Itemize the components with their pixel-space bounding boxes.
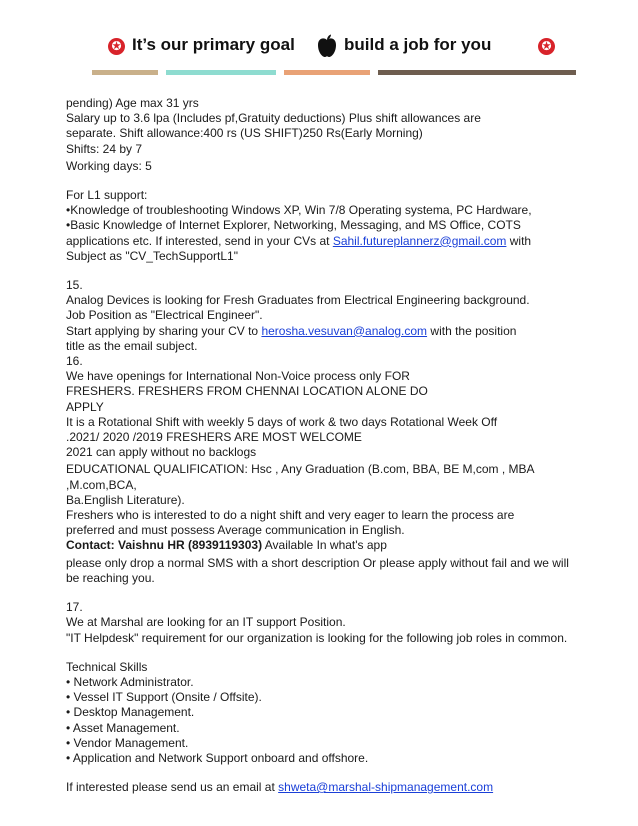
text-line: .2021/ 2020 /2019 FRESHERS ARE MOST WELCOME [66, 430, 362, 445]
text-line: pending) Age max 31 yrs [66, 96, 199, 110]
star-icon: ✪ [538, 38, 555, 55]
header-title-part1: It’s our primary goal [132, 35, 295, 54]
skill-item: • Vendor Management. [66, 735, 189, 750]
text-line: It is a Rotational Shift with weekly 5 days of work & two days Rotational Week Off [66, 414, 498, 429]
skill-item: • Vessel IT Support (Onsite / Offsite). [66, 690, 262, 705]
text-line: Subject as "CV_TechSupportL1" [66, 248, 238, 263]
email-link[interactable]: herosha.vesuvan@analog.com [261, 323, 428, 338]
text-line: 2021 can apply without no backlogs [66, 445, 257, 460]
text-line: please only drop a normal SMS with a short description Or please apply without fail and we will [66, 555, 569, 570]
text-line: ,M.com,BCA, [66, 477, 137, 492]
skills-title: Technical Skills [66, 659, 148, 674]
text-line: APPLY [66, 399, 104, 414]
text-line: be reaching you. [66, 570, 155, 585]
email-link[interactable]: shweta@marshal-shipmanagement.com [278, 780, 494, 795]
contact-label: Contact: Vaishnu HR (8939119303) [66, 538, 263, 553]
text-line: title as the email subject. [66, 338, 198, 353]
text-line: Shifts: 24 by 7 [66, 141, 143, 156]
text-line: Freshers who is interested to do a night shift and very eager to learn the process are [66, 508, 515, 523]
text-line [66, 538, 606, 553]
skill-item: • Desktop Management. [66, 705, 195, 720]
text-line [66, 234, 606, 249]
skill-item: • Network Administrator. [66, 674, 194, 689]
text-line: separate. Shift allowance:400 rs (US SHIFT)250 Rs(Early Morning) [66, 126, 423, 141]
star-icon: ✪ [108, 38, 125, 55]
text-line: Job Position as "Electrical Engineer". [66, 308, 263, 323]
text-line: •Basic Knowledge of Internet Explorer, Networking, Messaging, and MS Office, COTS [66, 218, 521, 233]
item-number: 17. [66, 600, 83, 615]
skill-item: • Application and Network Support onboard and offshore. [66, 750, 369, 765]
apple-icon [316, 34, 338, 58]
text-fragment: with [506, 233, 532, 248]
email-link[interactable]: Sahil.futureplannerz@gmail.com [332, 233, 507, 248]
text-line: We at Marshal are looking for an IT support Position. [66, 615, 346, 630]
text-line: Working days: 5 [66, 158, 152, 173]
text-fragment: Available In what's app [262, 538, 387, 553]
text-line: Salary up to 3.6 lpa (Includes pf,Gratuity deductions) Plus shift allowances are [66, 111, 481, 126]
text-fragment: with the position [427, 323, 517, 338]
text-fragment: Start applying by sharing your CV to [66, 323, 262, 338]
header-title-part2: build a job for you [344, 35, 492, 54]
text-line: preferred and must possess Average communication in English. [66, 523, 405, 538]
text-fragment: If interested please send us an email at [66, 780, 279, 795]
text-line: •Knowledge of troubleshooting Windows XP, Win 7/8 Operating systema, PC Hardware, [66, 203, 532, 218]
text-line: Analog Devices is looking for Fresh Graduates from Electrical Engineering background. [66, 293, 530, 308]
skill-item: • Asset Management. [66, 720, 180, 735]
text-line: FRESHERS. FRESHERS FROM CHENNAI LOCATION ALONE DO [66, 384, 428, 399]
text-line: "IT Helpdesk" requirement for our organization is looking for the following job roles in common. [66, 630, 568, 645]
page-header [0, 0, 638, 80]
text-line: Ba.English Literature). [66, 492, 185, 507]
item-number: 15. [66, 278, 83, 293]
text-line: For L1 support: [66, 188, 148, 203]
item-number: 16. [66, 354, 83, 369]
text-line: We have openings for International Non-Voice process only FOR [66, 369, 410, 384]
text-line: EDUCATIONAL QUALIFICATION: Hsc , Any Graduation (B.com, BBA, BE M,com , MBA [66, 462, 535, 477]
decorative-stripes [92, 70, 576, 75]
text-line [66, 780, 606, 795]
text-fragment: applications etc. If interested, send in your CVs at [66, 233, 333, 248]
text-line [66, 324, 606, 339]
document-body [66, 96, 606, 795]
